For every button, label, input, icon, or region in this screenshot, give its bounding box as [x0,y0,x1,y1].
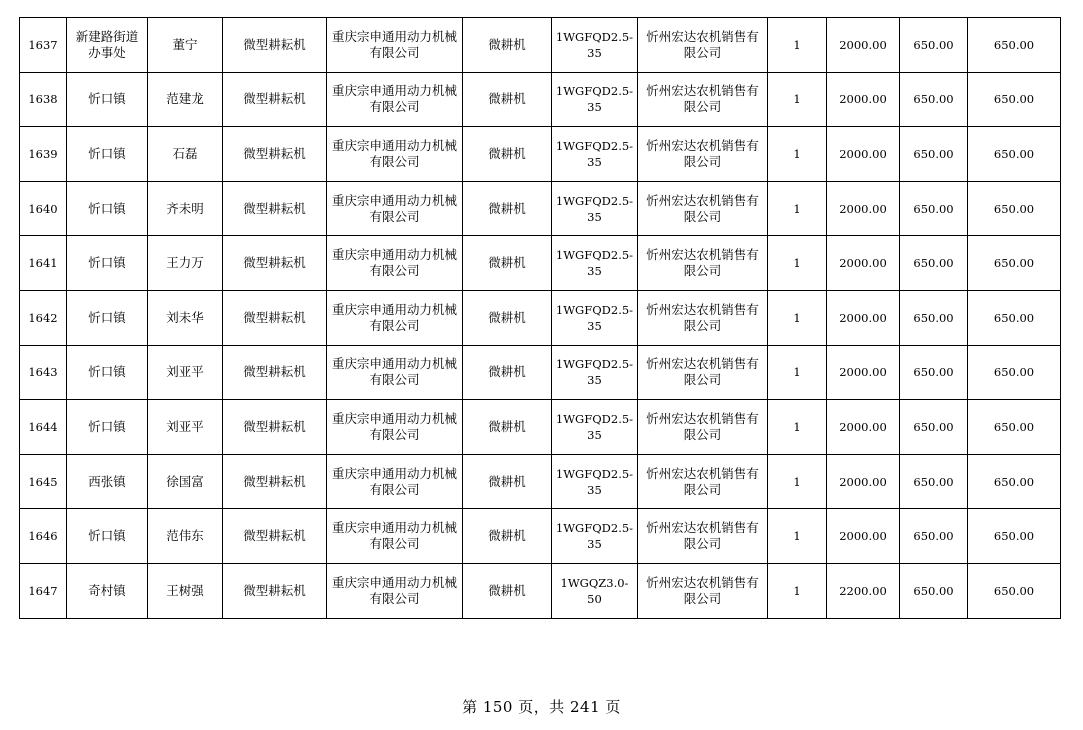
quantity-cell: 1 [768,454,827,509]
buyer-name-cell: 范伟东 [148,509,223,564]
town-cell: 忻口镇 [67,290,148,345]
serial-number-cell: 1641 [20,236,67,291]
total-subsidy-cell: 650.00 [968,236,1061,291]
model-cell: 1WGQZ3.0-50 [552,563,638,618]
town-cell: 忻口镇 [67,400,148,455]
manufacturer-cell: 重庆宗申通用动力机械有限公司 [327,400,463,455]
unit-subsidy-cell: 650.00 [900,400,968,455]
product-name-cell: 微耕机 [463,127,552,182]
page-indicator: 第 150 页，共 241 页 [462,698,621,716]
dealer-cell: 忻州宏达农机销售有限公司 [638,181,768,236]
serial-number-cell: 1640 [20,181,67,236]
price-cell: 2000.00 [827,181,900,236]
town-cell: 忻口镇 [67,236,148,291]
quantity-cell: 1 [768,72,827,127]
unit-subsidy-cell: 650.00 [900,509,968,564]
buyer-name-cell: 王树强 [148,563,223,618]
price-cell: 2200.00 [827,563,900,618]
buyer-name-cell: 徐国富 [148,454,223,509]
total-subsidy-cell: 650.00 [968,400,1061,455]
buyer-name-cell: 齐未明 [148,181,223,236]
price-cell: 2000.00 [827,127,900,182]
unit-subsidy-cell: 650.00 [900,290,968,345]
total-subsidy-cell: 650.00 [968,345,1061,400]
total-subsidy-cell: 650.00 [968,454,1061,509]
total-subsidy-cell: 650.00 [968,509,1061,564]
product-name-cell: 微耕机 [463,563,552,618]
table-row [20,400,1061,455]
table-body [20,18,1061,619]
total-subsidy-cell: 650.00 [968,181,1061,236]
town-cell: 西张镇 [67,454,148,509]
dealer-cell: 忻州宏达农机销售有限公司 [638,509,768,564]
price-cell: 2000.00 [827,18,900,73]
buyer-name-cell: 王力万 [148,236,223,291]
table-row [20,563,1061,618]
price-cell: 2000.00 [827,509,900,564]
table-row [20,290,1061,345]
table-row [20,454,1061,509]
serial-number-cell: 1646 [20,509,67,564]
table-row [20,18,1061,73]
serial-number-cell: 1637 [20,18,67,73]
serial-number-cell: 1647 [20,563,67,618]
table-row [20,509,1061,564]
serial-number-cell: 1644 [20,400,67,455]
unit-subsidy-cell: 650.00 [900,72,968,127]
model-cell: 1WGFQD2.5-35 [552,236,638,291]
product-name-cell: 微耕机 [463,400,552,455]
quantity-cell: 1 [768,400,827,455]
unit-subsidy-cell: 650.00 [900,18,968,73]
unit-subsidy-cell: 650.00 [900,454,968,509]
quantity-cell: 1 [768,345,827,400]
table-row [20,236,1061,291]
product-name-cell: 微耕机 [463,181,552,236]
price-cell: 2000.00 [827,454,900,509]
model-cell: 1WGFQD2.5-35 [552,345,638,400]
unit-subsidy-cell: 650.00 [900,181,968,236]
model-cell: 1WGFQD2.5-35 [552,18,638,73]
town-cell: 奇村镇 [67,563,148,618]
town-cell: 忻口镇 [67,509,148,564]
manufacturer-cell: 重庆宗申通用动力机械有限公司 [327,72,463,127]
product-name-cell: 微耕机 [463,509,552,564]
unit-subsidy-cell: 650.00 [900,563,968,618]
dealer-cell: 忻州宏达农机销售有限公司 [638,127,768,182]
model-cell: 1WGFQD2.5-35 [552,181,638,236]
dealer-cell: 忻州宏达农机销售有限公司 [638,563,768,618]
quantity-cell: 1 [768,290,827,345]
quantity-cell: 1 [768,181,827,236]
dealer-cell: 忻州宏达农机销售有限公司 [638,18,768,73]
product-name-cell: 微耕机 [463,454,552,509]
machine-category-cell: 微型耕耘机 [223,72,327,127]
price-cell: 2000.00 [827,236,900,291]
dealer-cell: 忻州宏达农机销售有限公司 [638,290,768,345]
manufacturer-cell: 重庆宗申通用动力机械有限公司 [327,454,463,509]
product-name-cell: 微耕机 [463,236,552,291]
model-cell: 1WGFQD2.5-35 [552,290,638,345]
total-subsidy-cell: 650.00 [968,290,1061,345]
machine-category-cell: 微型耕耘机 [223,181,327,236]
manufacturer-cell: 重庆宗申通用动力机械有限公司 [327,127,463,182]
table-row [20,345,1061,400]
total-subsidy-cell: 650.00 [968,563,1061,618]
dealer-cell: 忻州宏达农机销售有限公司 [638,400,768,455]
model-cell: 1WGFQD2.5-35 [552,127,638,182]
dealer-cell: 忻州宏达农机销售有限公司 [638,72,768,127]
unit-subsidy-cell: 650.00 [900,345,968,400]
machine-category-cell: 微型耕耘机 [223,454,327,509]
quantity-cell: 1 [768,18,827,73]
manufacturer-cell: 重庆宗申通用动力机械有限公司 [327,181,463,236]
town-cell: 新建路街道办事处 [67,18,148,73]
town-cell: 忻口镇 [67,72,148,127]
serial-number-cell: 1638 [20,72,67,127]
machine-category-cell: 微型耕耘机 [223,127,327,182]
buyer-name-cell: 范建龙 [148,72,223,127]
machine-category-cell: 微型耕耘机 [223,563,327,618]
dealer-cell: 忻州宏达农机销售有限公司 [638,345,768,400]
buyer-name-cell: 石磊 [148,127,223,182]
model-cell: 1WGFQD2.5-35 [552,400,638,455]
table-row [20,72,1061,127]
product-name-cell: 微耕机 [463,18,552,73]
price-cell: 2000.00 [827,290,900,345]
quantity-cell: 1 [768,127,827,182]
total-subsidy-cell: 650.00 [968,127,1061,182]
machine-category-cell: 微型耕耘机 [223,400,327,455]
serial-number-cell: 1643 [20,345,67,400]
manufacturer-cell: 重庆宗申通用动力机械有限公司 [327,345,463,400]
machine-category-cell: 微型耕耘机 [223,509,327,564]
buyer-name-cell: 董宁 [148,18,223,73]
quantity-cell: 1 [768,236,827,291]
serial-number-cell: 1645 [20,454,67,509]
quantity-cell: 1 [768,509,827,564]
product-name-cell: 微耕机 [463,290,552,345]
buyer-name-cell: 刘未华 [148,290,223,345]
manufacturer-cell: 重庆宗申通用动力机械有限公司 [327,290,463,345]
dealer-cell: 忻州宏达农机销售有限公司 [638,454,768,509]
total-subsidy-cell: 650.00 [968,18,1061,73]
model-cell: 1WGFQD2.5-35 [552,72,638,127]
town-cell: 忻口镇 [67,345,148,400]
product-name-cell: 微耕机 [463,72,552,127]
manufacturer-cell: 重庆宗申通用动力机械有限公司 [327,236,463,291]
machine-category-cell: 微型耕耘机 [223,18,327,73]
buyer-name-cell: 刘亚平 [148,345,223,400]
unit-subsidy-cell: 650.00 [900,236,968,291]
product-name-cell: 微耕机 [463,345,552,400]
town-cell: 忻口镇 [67,127,148,182]
machine-category-cell: 微型耕耘机 [223,290,327,345]
price-cell: 2000.00 [827,72,900,127]
manufacturer-cell: 重庆宗申通用动力机械有限公司 [327,563,463,618]
dealer-cell: 忻州宏达农机销售有限公司 [638,236,768,291]
machine-category-cell: 微型耕耘机 [223,236,327,291]
table-row [20,181,1061,236]
price-cell: 2000.00 [827,400,900,455]
price-cell: 2000.00 [827,345,900,400]
model-cell: 1WGFQD2.5-35 [552,454,638,509]
table-row [20,127,1061,182]
manufacturer-cell: 重庆宗申通用动力机械有限公司 [327,18,463,73]
quantity-cell: 1 [768,563,827,618]
unit-subsidy-cell: 650.00 [900,127,968,182]
manufacturer-cell: 重庆宗申通用动力机械有限公司 [327,509,463,564]
town-cell: 忻口镇 [67,181,148,236]
subsidy-table [19,17,1061,619]
machine-category-cell: 微型耕耘机 [223,345,327,400]
total-subsidy-cell: 650.00 [968,72,1061,127]
model-cell: 1WGFQD2.5-35 [552,509,638,564]
buyer-name-cell: 刘亚平 [148,400,223,455]
serial-number-cell: 1639 [20,127,67,182]
serial-number-cell: 1642 [20,290,67,345]
